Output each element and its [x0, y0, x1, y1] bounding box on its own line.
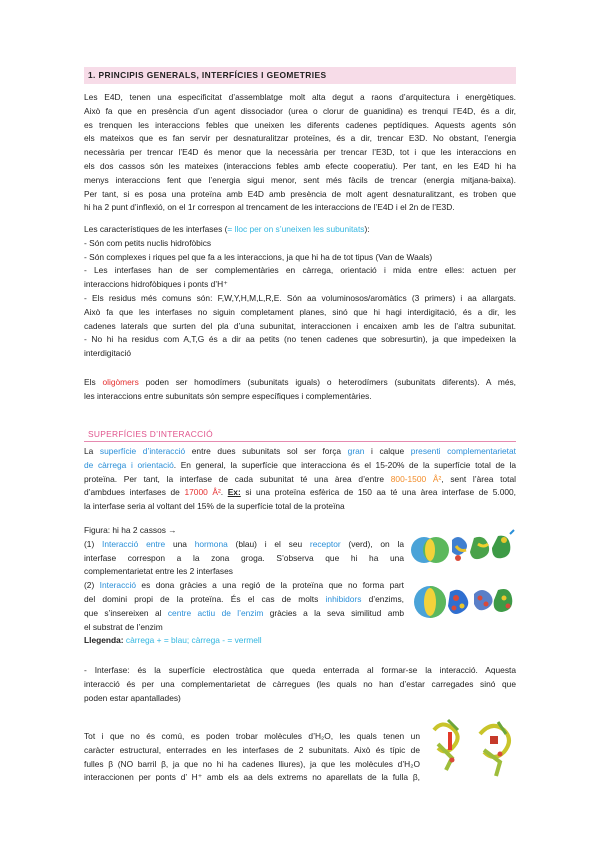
text-line: menys interaccions fent que l’energia sigui menor, sent més fàcils de trencar (energia mitjana-baixa).	[84, 174, 516, 185]
figure-label: Figura: hi ha 2 cassos →	[84, 525, 177, 535]
text-line: que s’insereixen al centre actiu de l’enzim gràcies a la seva similitud amb	[84, 607, 404, 618]
figure-description	[84, 524, 404, 648]
beta-sheet-figure	[428, 714, 520, 788]
list-item: - Les interfases han de ser complementàries en càrrega, orientació i mida entre elles: actuen per	[84, 265, 516, 276]
text-line: proteïna. Per tant, la interfase de cada subunitat té una àrea d’entre 800-1500 Å², sent l’àrea total	[84, 473, 516, 484]
interfase-paragraph	[84, 664, 516, 705]
protein-interaction-figure	[408, 528, 520, 628]
beta-sheet-left-icon	[434, 720, 458, 770]
text-line: Això fa que en presència d’un agent dissociador (urea o clorur de guanidina) es trenqui l’E4D, és a dir,	[84, 105, 516, 116]
water-molecules-paragraph	[84, 730, 420, 785]
text-line: Les E4D, tenen una especificitat d’assemblatge molt alta degut a raons d’arquitectura i energètiques.	[84, 92, 516, 102]
list-item: cadenes laterals que surten del pla d’una subunitat, interaccionen i encaixen amb les de l’altra subunitat.	[84, 320, 516, 331]
text-line: les interaccions entre subunitats són sempre específiques i complementàries.	[84, 390, 372, 401]
text-line: interaccionen per ponts d’ H⁺ amb els aa dels extrems no aparellats de la fulla β,	[84, 772, 420, 783]
text-line: interacció és per una complementarietat de càrregues (les quals no han d’estar carregades sinó que	[84, 678, 516, 689]
text-line: fulles β (NO barril β, ja que no hi ha cadenes lliures), ja que les molècules d’H₂O	[84, 758, 420, 769]
list-item: - No hi ha residus com A,T,G és a dir aa petits (no tenen cadenes que sobresurtin), ja que impedeixen la	[84, 334, 516, 345]
text-line: - Interfase: és la superfície electrostàtica que queda enterrada al formar-se la interacció. Aquesta	[84, 665, 516, 675]
text-line: poden estar apantallades)	[84, 692, 181, 703]
hormone-receptor-sphere-icon	[411, 537, 449, 563]
interfaces-characteristics	[84, 223, 516, 361]
highlight-text: oligòmers	[102, 377, 139, 387]
list-item: - Són complexes i riques pel que fa a les interaccions, ja que hi ha de tot tipus (Van de Waals)	[84, 251, 433, 262]
text-line: el substrat de l’enzim	[84, 621, 163, 632]
list-item: interaccions hidrofòbiques i ponts d’H⁺	[84, 279, 228, 290]
text-line: Tot i que no és comú, es poden trobar molècules d’H₂O, les quals tenen un	[84, 731, 420, 741]
hormone-ribbon-icon	[452, 537, 467, 561]
text-line: de càrrega i orientació. En general, la superfície que interacciona és el 15-20% de la superfície total de la	[84, 459, 516, 470]
text-line: hi ha 2 punt d’inflexió, on el 1r correspon al trencament de les interaccions de l’E4D i el 2n de l’E3D.	[84, 202, 455, 213]
text-line: Les característiques de les interfases (= lloc per on s’uneixen les subunitats):	[84, 224, 370, 234]
text-line: complementarietat entre les 2 interfases	[84, 566, 233, 577]
list-item: - Els residus més comuns són: F,W,Y,H,M,L,R,E. Són aa voluminosos/aromàtics (3 primers) i aa allargats.	[84, 292, 516, 303]
text-line: La superfície d’interacció entre dues subunitats sol ser força gran i calque presenti complementarietat	[84, 446, 516, 456]
paragraph-intro	[84, 91, 516, 215]
highlight-text: = lloc per on s’uneixen les subunitats	[227, 224, 365, 234]
section-title: SUPERFÍCIES D’INTERACCIÓ	[88, 429, 213, 439]
text-line: (2) Interacció es dona gràcies a una regió de la proteïna que no forma part	[84, 580, 405, 591]
legend-line: Llegenda: càrrega + = blau; càrrega - = vermell	[84, 635, 262, 646]
text-line: Els oligòmers poden ser homodímers (subunitats iguals) o heterodímers (subunitats diferents). A més,	[84, 377, 516, 387]
section-divider	[84, 441, 516, 442]
text-line: Per tant, si es posa una proteïna amb E4D amb presència de molt agent desnaturalitzant, es troben que	[84, 188, 516, 199]
inhibitor-sphere-icon	[414, 586, 446, 618]
oligomers-paragraph	[84, 376, 516, 404]
list-item: Això fa que les interfases no siguin completament planes, sinó que hi hagi interdigitació, és a dir, les	[84, 306, 516, 317]
text-line: necessària per trencar l’E4D és menor que la necessària per trencar l’E3D, tot i que les interaccions en	[84, 147, 516, 158]
inhibitor-ribbon-icon	[474, 590, 493, 610]
complex-ribbon-icon	[492, 530, 514, 558]
text-line: d’ambdues interfases de 17000 Å². Ex: si una proteïna esfèrica de 150 aa té una àrea interfase de 5.000,	[84, 487, 516, 498]
text-line: caràcter estructural, enterrades en les interfases de 2 subunitats. Això és típic de	[84, 744, 420, 755]
text-line: els dos cassos són les mateixes (interaccions febles amb efecte cooperatiu). Per tant, en les E4D hi ha	[84, 160, 516, 171]
list-item: - Són com petits nuclis hidrofòbics	[84, 237, 212, 248]
text-line: interfase correspon a la zona groga. S’observa que hi ha una	[84, 552, 404, 563]
enzyme-ribbon-icon	[448, 590, 468, 614]
text-line: els mateixos que es fan servir per desnaturalitzar proteïnes, és a dir, trencar E3D. No obstant, l’energia	[84, 133, 516, 144]
enzyme-complex-ribbon-icon	[494, 589, 513, 612]
interaction-surface-paragraph	[84, 445, 516, 514]
receptor-ribbon-icon	[470, 537, 489, 559]
section-title: 1. PRINCIPIS GENERALS, INTERFÍCIES I GEOMETRIES	[88, 70, 327, 80]
list-item: interdigitació	[84, 348, 132, 359]
text-line: (1) Interacció entre una hormona (blau) i el seu receptor (verd), on la	[84, 538, 404, 549]
text-line: del domini propi de la proteïna. És el cas de molts inhibidors d’enzims,	[84, 593, 405, 604]
beta-sheet-right-icon	[480, 722, 509, 776]
text-line: la interfase seria al voltant del 15% de la superfície total de la proteïna	[84, 501, 345, 512]
text-line: es trenquen les interaccions febles que uneixen les diferents cadenes peptídiques. Aquests agents són	[84, 119, 516, 130]
